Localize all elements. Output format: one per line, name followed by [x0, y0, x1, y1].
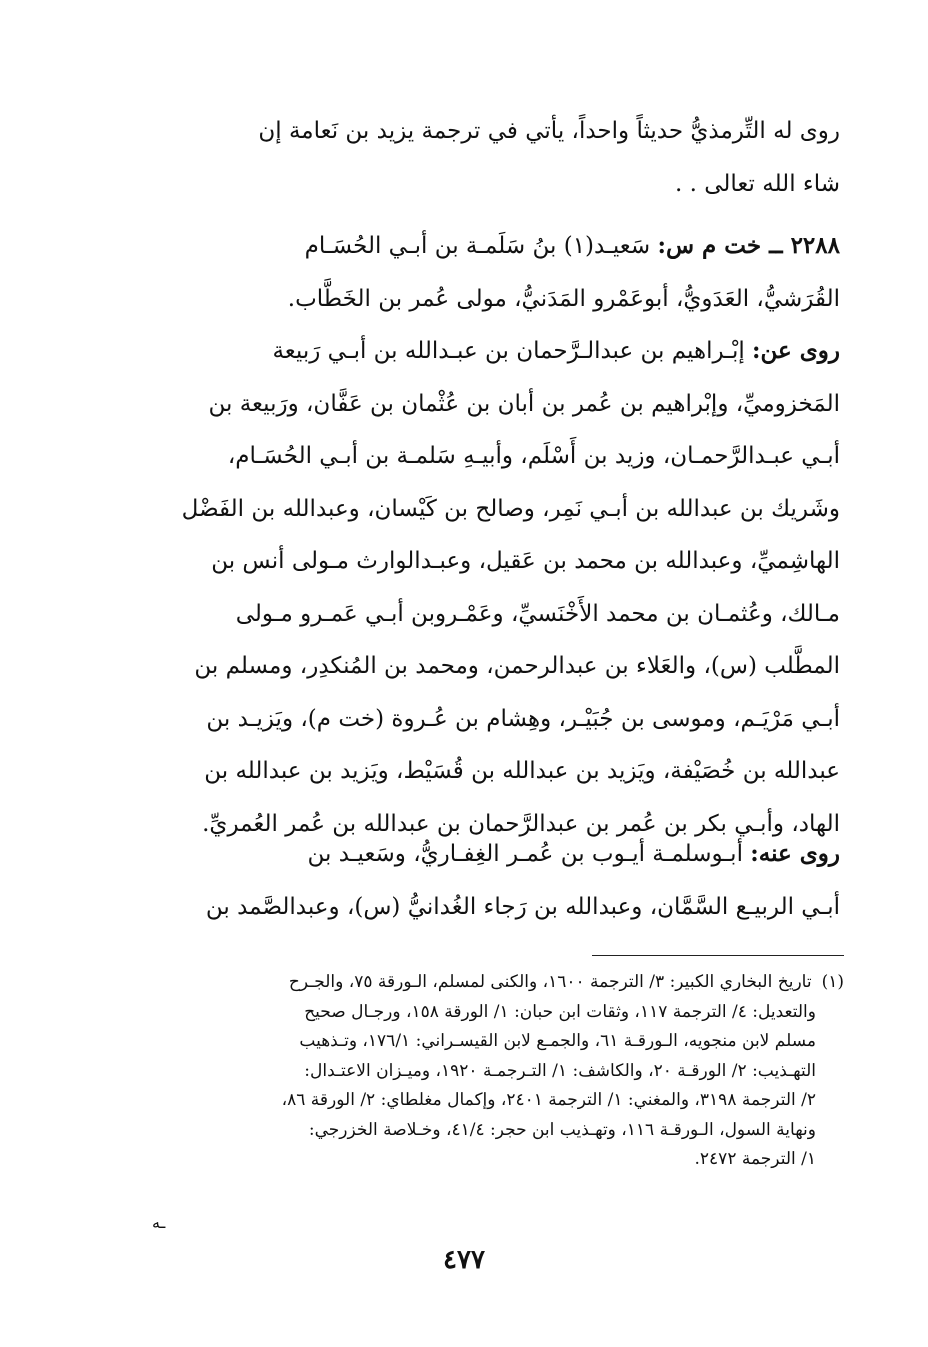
text-line: روى له التِّرمذيُّ حديثاً واحداً، يأتي في ترجمة يزيد بن نَعامة إن [258, 118, 840, 144]
footnote-line: ١/ الترجمة ٢٤٧٢. [694, 1149, 816, 1169]
footnote-line: مسلم لابن منجويه، الـورقـة ٦١، والجمـع لابن القيسـراني: ١٧٦/١، وتـذهيب [299, 1031, 816, 1051]
footnotes [148, 968, 844, 1175]
text-line: مـالك، وعُثمـان بن محمد الأَخْنَسيِّ، وعَمْـروبن أبـي عَمـرو مـولى [235, 600, 840, 627]
narrated-by-first-line [140, 828, 840, 881]
footnote-line: ٢/ الترجمة ٣١٩٨، والمغني: ١/ الترجمة ٢٤٠١، وإكمال مغلطاي: ٢/ الورقة ٨٦، [281, 1090, 816, 1110]
text-line: المَخزوميِّ، وإبْراهيم بن عُمر بن أبان بن عُثْمان بن عَفَّان، ورَبيعة بن [208, 390, 840, 417]
text-line: أبـي الربيـع السَّمَّان، وعبدالله بن رَجاء الغُدانيُّ (س)، وعبدالصَّمد بن [205, 893, 840, 920]
footnote-first-line [148, 968, 844, 998]
text-line: أبـي مَرْيَـم، وموسى بن جُبَيْـر، وهِشام بن عُـروة (خت م)، ويَزيـد بن [206, 705, 840, 732]
footnote-line: والتعديل: ٤/ الترجمة ١١٧، وثقات ابن حبان: ١/ الورقة ١٥٨، ورجـال صحيح [304, 1001, 816, 1022]
stray-mark: ـه [152, 1213, 166, 1232]
narrated-from-first-line [140, 325, 840, 378]
text-segment: أبـوسلمـة أيـوب بن عُمـر الغِفـاريُّ، وسَعيـد بن [307, 841, 743, 867]
text-segment: إبْـراهيم بن عبدالـرَّحمان بن عبـدالله بن أبـي رَبيعة [272, 338, 745, 364]
text-line: القُرَشيُّ، العَدَويُّ، أبوعَمْرو المَدَنيُّ، مولى عُمر بن الخَطَّاب. [287, 285, 840, 312]
entry-name: سَعيـد(١) بنُ سَلَمـة بن أبـي الحُسَـام [304, 233, 651, 259]
text-segment: تاريخ البخاري الكبير: ٣/ الترجمة ١٦٠٠، والكنى لمسلم، الـورقة ٧٥، والجـرح [288, 972, 812, 992]
footnote-marker: (١) [821, 972, 844, 992]
paragraph-narrated-by [140, 828, 840, 933]
text-line: شاء الله تعالى . . [675, 170, 840, 197]
narrated-by-label: روى عنه: [750, 840, 840, 867]
footnote-line: التهـذيب: ٢/ الورقـة ٢٠، والكاشف: ١/ التـرجمـة ١٩٢٠، وميـزان الاعتـدال: [304, 1060, 816, 1081]
text-line: عبدالله بن خُصَيْفة، ويَزيد بن عبدالله بن قُسَيْط، ويَزيد بن عبدالله بن [204, 758, 840, 784]
text-line: الهاشِميِّ، وعبدالله بن محمد بن عَقيل، وعبـدالوارث مـولى أنس بن [211, 548, 840, 574]
text-line: وشَريك بن عبدالله بن أبـي نَمِر، وصالح بن كَيْسان، وعبدالله بن الفَضْل [181, 495, 840, 522]
entry-heading [140, 220, 840, 325]
paragraph-previous-entry-end [140, 105, 840, 210]
text-line: المطَّلب (س)، والعَلاء بن عبدالرحمن، ومحمد بن المُنكدِر، ومسلم بن [194, 653, 840, 679]
paragraph-narrated-from [140, 325, 840, 850]
footnote-line: ونهاية السول، الـورقـة ١١٦، وتهـذيب ابن حجر: ٤١/٤، وخـلاصة الخزرجي: [308, 1119, 816, 1140]
text-line: أبـي عبـدالرَّحمـان، وزيد بن أَسْلَم، وأبيـهِ سَلمـة بن أبـي الحُسَـام، [227, 443, 840, 469]
narrated-from-label: روى عن: [752, 337, 840, 364]
footnote-divider [592, 955, 844, 956]
entry-number: ٢٢٨٨ ــ خت م س: [657, 232, 840, 259]
page-number: ٤٧٧ [443, 1245, 485, 1275]
text-line: الهاد، وأبـي بكر بن عُمر بن عبدالرَّحمان بن عبدالله بن عُمر العُمريِّ. [202, 810, 840, 837]
entry-heading-line [140, 220, 840, 273]
